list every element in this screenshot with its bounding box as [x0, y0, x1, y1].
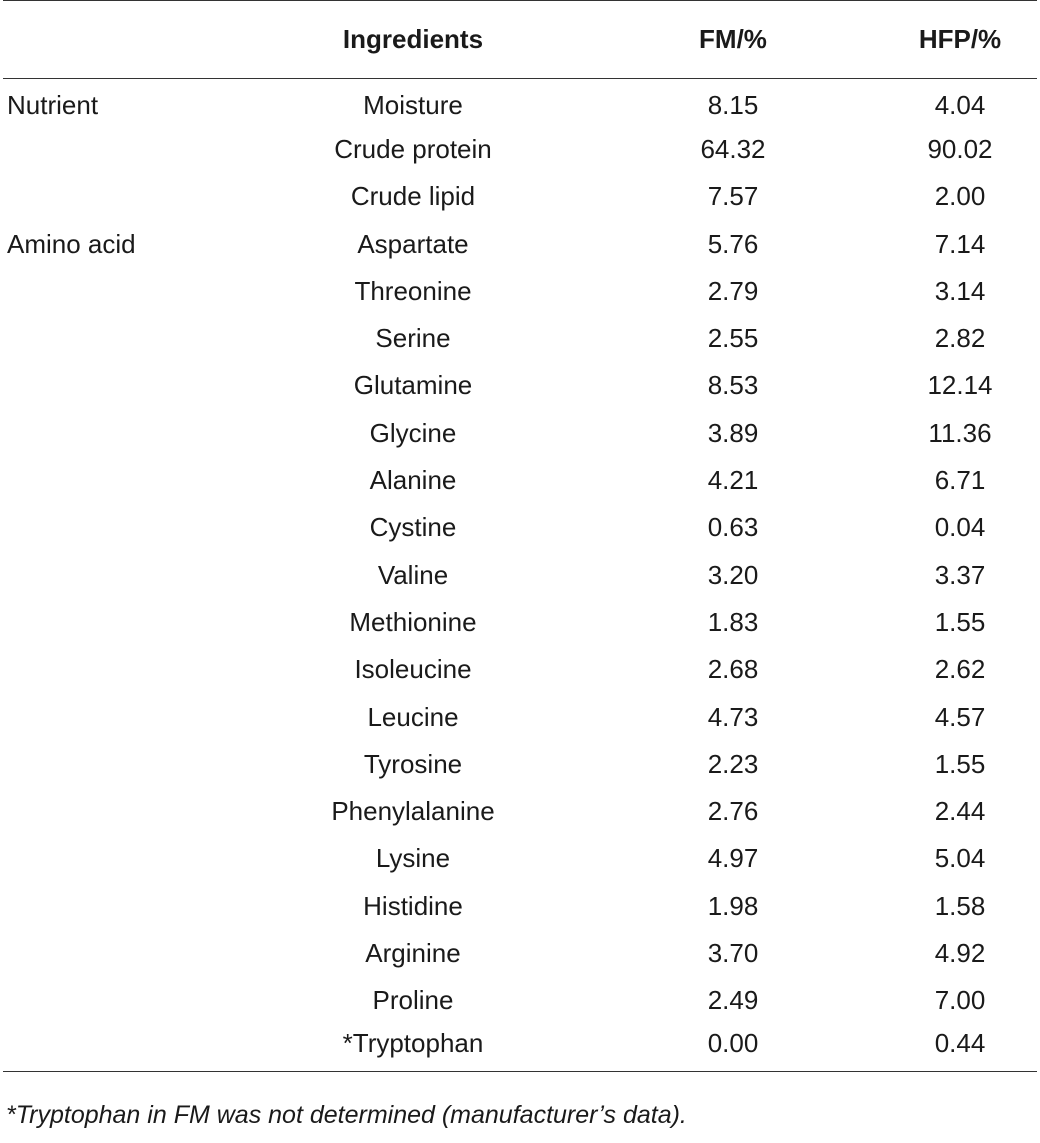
row-ingredient: Leucine	[367, 701, 459, 732]
row-fm-value: 8.15	[707, 89, 759, 120]
row-category	[3, 173, 203, 220]
header-ingredients: Ingredients	[203, 1, 623, 79]
row-hfp-value: 4.92	[934, 937, 986, 968]
row-ingredient: Arginine	[365, 937, 461, 968]
row-category	[3, 315, 203, 362]
row-hfp-value: 7.00	[934, 985, 986, 1016]
row-fm-value: 1.83	[707, 606, 759, 637]
row-hfp-value: 0.44	[934, 1028, 986, 1059]
row-ingredient: Moisture	[363, 89, 463, 120]
row-fm-value: 3.89	[707, 417, 759, 448]
table-row	[3, 599, 1037, 646]
row-category	[3, 362, 203, 409]
row-fm-value: 4.21	[707, 465, 759, 496]
row-category	[3, 410, 203, 457]
row-ingredient: Crude lipid	[350, 181, 476, 212]
row-ingredient: Serine	[375, 323, 451, 354]
row-hfp-value: 11.36	[928, 417, 992, 448]
row-fm-value: 1.98	[707, 890, 759, 921]
row-fm-value: 64.32	[700, 133, 766, 164]
row-category: Nutrient	[7, 89, 99, 120]
row-ingredient: Phenylalanine	[331, 796, 495, 827]
row-ingredient: Lysine	[375, 843, 451, 874]
row-hfp-value: 2.44	[934, 796, 986, 827]
row-ingredient: Valine	[377, 559, 449, 590]
row-ingredient: Methionine	[349, 606, 477, 637]
row-fm-value: 3.20	[707, 559, 759, 590]
row-fm-value: 2.23	[707, 748, 759, 779]
row-fm-value: 2.49	[707, 985, 759, 1016]
row-category	[3, 646, 203, 693]
table-row	[3, 220, 1037, 267]
table-header	[3, 1, 1037, 79]
table-row	[3, 173, 1037, 220]
row-ingredient: Tyrosine	[363, 748, 463, 779]
row-hfp-value: 6.71	[934, 465, 986, 496]
row-hfp-value: 3.37	[934, 559, 986, 590]
row-fm-value: 2.76	[707, 796, 759, 827]
row-fm-value: 4.73	[707, 701, 759, 732]
row-hfp-value: 5.04	[934, 843, 986, 874]
row-ingredient: Glutamine	[353, 370, 473, 401]
table-row	[3, 79, 1037, 126]
row-hfp-value: 1.58	[934, 890, 986, 921]
composition-table	[3, 0, 1037, 1072]
row-category	[3, 457, 203, 504]
row-hfp-value: 2.00	[934, 181, 986, 212]
row-category	[3, 977, 203, 1024]
table-row	[3, 551, 1037, 598]
row-ingredient: Alanine	[369, 465, 457, 496]
table-row	[3, 930, 1037, 977]
row-hfp-value: 1.55	[934, 606, 986, 637]
row-category	[3, 883, 203, 930]
row-fm-value: 2.79	[707, 275, 759, 306]
row-category	[3, 551, 203, 598]
table-row	[3, 315, 1037, 362]
row-category	[3, 599, 203, 646]
table-row	[3, 883, 1037, 930]
header-hfp: HFP/%	[843, 1, 1037, 79]
row-hfp-value: 4.04	[934, 89, 986, 120]
row-hfp-value: 7.14	[934, 228, 986, 259]
row-category	[3, 930, 203, 977]
table-footnote: *Tryptophan in FM was not determined (manufacturer’s data).	[6, 1101, 687, 1129]
row-hfp-value: 0.04	[934, 512, 986, 543]
table-row	[3, 977, 1037, 1024]
row-ingredient: Cystine	[369, 512, 457, 543]
row-hfp-value: 2.62	[934, 654, 986, 685]
header-row	[3, 1, 1037, 79]
table-row	[3, 1024, 1037, 1071]
row-hfp-value: 3.14	[934, 275, 986, 306]
row-ingredient: Crude protein	[334, 133, 492, 164]
row-category	[3, 1024, 203, 1071]
row-hfp-value: 2.82	[934, 323, 986, 354]
row-ingredient: Histidine	[363, 890, 463, 921]
row-category	[3, 788, 203, 835]
row-fm-value: 5.76	[707, 228, 759, 259]
row-hfp-value: 90.02	[927, 133, 993, 164]
row-fm-value: 0.63	[707, 512, 759, 543]
row-category: Amino acid	[7, 228, 136, 259]
table-row	[3, 268, 1037, 315]
row-category	[3, 741, 203, 788]
table-row	[3, 126, 1037, 173]
table-row	[3, 410, 1037, 457]
header-category	[3, 1, 203, 79]
row-fm-value: 0.00	[707, 1028, 759, 1059]
row-category	[3, 693, 203, 740]
row-category	[3, 835, 203, 882]
row-fm-value: 2.55	[707, 323, 759, 354]
header-fm: FM/%	[623, 1, 843, 79]
row-ingredient: Aspartate	[357, 228, 469, 259]
row-hfp-value: 4.57	[934, 701, 986, 732]
row-ingredient: *Tryptophan	[342, 1028, 484, 1059]
table-body	[3, 79, 1037, 1072]
table-row	[3, 504, 1037, 551]
table-row	[3, 362, 1037, 409]
row-fm-value: 2.68	[707, 654, 759, 685]
row-ingredient: Threonine	[354, 275, 472, 306]
row-category	[3, 126, 203, 173]
table-row	[3, 646, 1037, 693]
table-row	[3, 741, 1037, 788]
row-ingredient: Isoleucine	[354, 654, 472, 685]
row-fm-value: 3.70	[707, 937, 759, 968]
table-row	[3, 788, 1037, 835]
table-row	[3, 457, 1037, 504]
table-row	[3, 693, 1037, 740]
row-fm-value: 4.97	[707, 843, 759, 874]
table-row	[3, 835, 1037, 882]
row-category	[3, 268, 203, 315]
row-ingredient: Glycine	[369, 417, 457, 448]
row-ingredient: Proline	[372, 985, 454, 1016]
row-fm-value: 8.53	[707, 370, 759, 401]
row-hfp-value: 1.55	[934, 748, 986, 779]
row-hfp-value: 12.14	[927, 370, 993, 401]
row-fm-value: 7.57	[707, 181, 759, 212]
row-category	[3, 504, 203, 551]
